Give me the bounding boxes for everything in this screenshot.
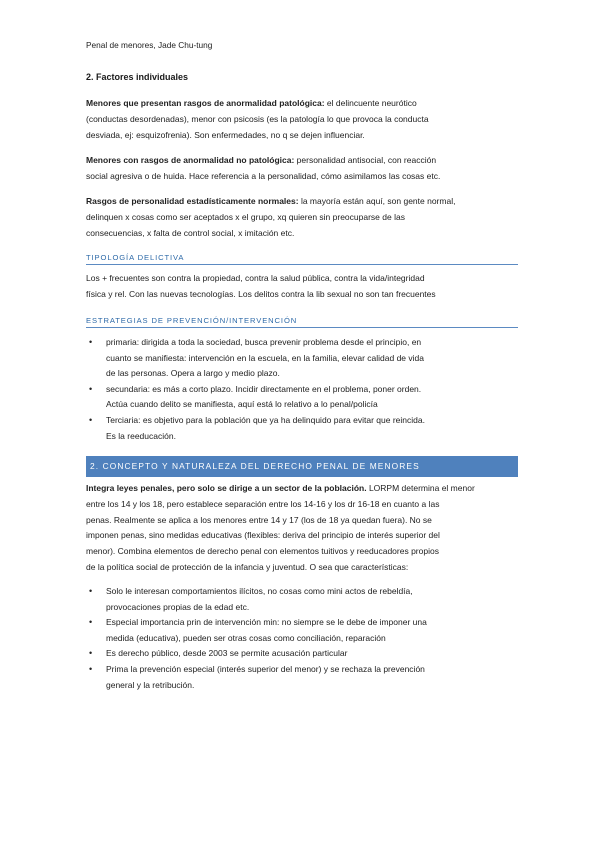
bullet-icon: • [89, 648, 93, 659]
text-line: de las personas. Opera a largo y medio plazo. [106, 368, 280, 379]
text-line: Es derecho público, desde 2003 se permite acusación particular [106, 648, 348, 659]
bullet-icon: • [89, 663, 93, 674]
text-line: personalidad antisocial, con reacción [294, 155, 437, 165]
text-line: medida (educativa), pueden ser otras cosas como conciliación, reparación [106, 632, 386, 643]
text-line: desviada, ej: esquizofrenia). Son enfermedades, no q se dejen influenciar. [86, 129, 365, 140]
text-line: Solo le interesan comportamientos ilícitos, no cosas como mini actos de rebeldía, [106, 586, 413, 596]
text-line: la mayoría están aquí, son gente normal, [298, 196, 456, 206]
text-line: Los + frecuentes son contra la propiedad, contra la salud pública, contra la vida/integridad [86, 273, 425, 283]
paragraph-concepto [86, 481, 518, 576]
text-line: Actúa cuando delito se manifiesta, aquí está lo relativo a lo penal/policía [106, 399, 378, 410]
list-estrategias [86, 335, 518, 444]
bullet-icon: • [89, 383, 93, 394]
text-line: el delincuente neurótico [324, 98, 417, 108]
paragraph-tipologia [86, 271, 518, 303]
list-item [86, 335, 518, 382]
text-line: física y rel. Con las nuevas tecnologías. Los delitos contra la lib sexual no son tan frecuentes [86, 288, 436, 299]
paragraph-anormalidad-patologica [86, 96, 518, 143]
paragraph-personalidad-normal [86, 194, 518, 241]
bullet-icon: • [89, 617, 93, 628]
text-line: cuanto se manifiesta: intervención en la escuela, en la familia, elevar calidad de vida [106, 352, 424, 363]
bullet-icon: • [89, 586, 93, 596]
section-band-concepto: 2. CONCEPTO Y NATURALEZA DEL DERECHO PENAL DE MENORES [86, 456, 518, 477]
paragraph-lead: Menores que presentan rasgos de anormalidad patológica: [86, 98, 325, 108]
section-heading-tipologia: TIPOLOGÍA DELICTIVA [86, 253, 518, 265]
bullet-icon: • [89, 337, 93, 347]
list-item [86, 413, 518, 444]
list-caracteristicas [86, 584, 518, 693]
text-line: social agresiva o de huida. Hace referencia a la personalidad, cómo asimilamos las cosas etc. [86, 170, 441, 181]
list-item [86, 646, 518, 662]
text-line: primaria: dirigida a toda la sociedad, busca prevenir problema desde el principio, en [106, 337, 422, 347]
text-line: Especial importancia prin de intervención min: no siempre se le debe de imponer una [106, 617, 427, 628]
text-line: general y la retribución. [106, 679, 195, 690]
paragraph-lead: Rasgos de personalidad estadísticamente normales: [86, 196, 299, 206]
section-heading-factores: 2. Factores individuales [86, 72, 189, 82]
text-line: (conductas desordenadas), menor con psicosis (es la patología lo que provoca la conducta [86, 113, 429, 124]
section-heading-estrategias: ESTRATEGIAS DE PREVENCIÓN/INTERVENCIÓN [86, 316, 518, 328]
text-line: delinquen x cosas como ser aceptados x el grupo, xq quieren sin preocuparse de las [86, 211, 405, 222]
list-item [86, 584, 518, 615]
text-line: entre los 14 y los 18, pero establece separación entre los 14-16 y los dr 16-18 en cuanto a las [86, 498, 440, 509]
paragraph-anormalidad-no-patologica [86, 153, 518, 185]
text-line: penas. Realmente se aplica a los menores entre 14 y 17 (los de 18 ya quedan fuera). No se [86, 514, 432, 525]
text-line: Terciaria: es objetivo para la población que ya ha delinquido para evitar que reincida. [106, 414, 425, 425]
text-line: Es la reeducación. [106, 430, 176, 441]
page-header: Penal de menores, Jade Chu-tung [86, 40, 213, 50]
list-item [86, 382, 518, 413]
text-line: de la política social de protección de la infancia y juventud. O sea que características: [86, 561, 409, 572]
paragraph-lead: Menores con rasgos de anormalidad no patológica: [86, 155, 295, 165]
text-line: secundaria: es más a corto plazo. Incidir directamente en el problema, poner orden. [106, 383, 422, 394]
text-line: imponen penas, sino medidas educativas (flexibles: deriva del principio de interés superior del [86, 530, 440, 541]
paragraph-lead: Integra leyes penales, pero solo se dirige a un sector de la población. [86, 483, 367, 493]
text-line: provocaciones propias de la edad etc. [106, 601, 250, 612]
list-item [86, 615, 518, 646]
bullet-icon: • [89, 414, 93, 425]
text-line: consecuencias, x falta de control social, x imitación etc. [86, 227, 295, 238]
text-line: LORPM determina el menor [366, 483, 475, 493]
list-item [86, 662, 518, 693]
text-line: Prima la prevención especial (interés superior del menor) y se rechaza la prevención [106, 663, 425, 674]
text-line: menor). Combina elementos de derecho penal con elementos tuitivos y reeducadores propios [86, 546, 439, 557]
